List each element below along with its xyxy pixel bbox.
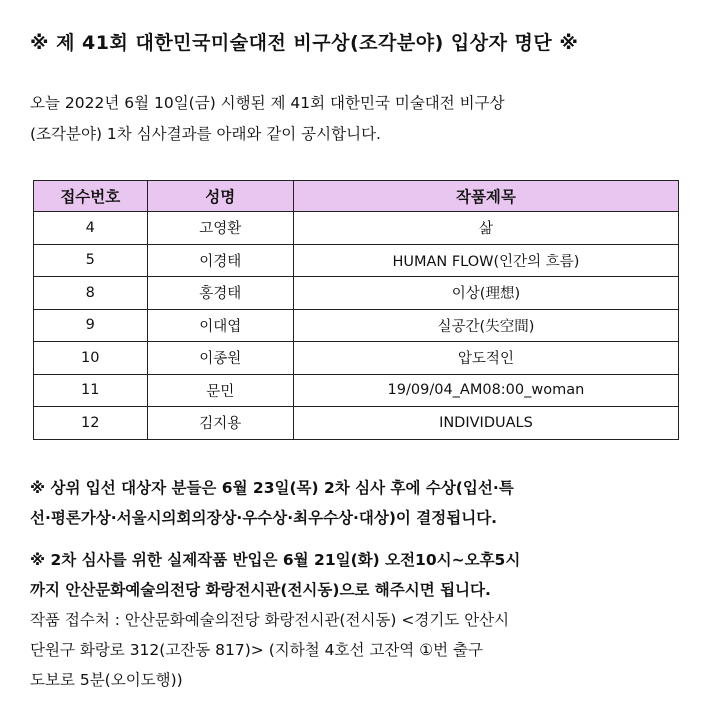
entry-number-cell: 5 [34,244,148,277]
work-title-cell: 실공간(失空間) [293,309,678,342]
header-name: 성명 [147,181,293,212]
table-header-row [34,181,679,212]
name-cell: 문민 [147,374,293,407]
name-cell: 이대엽 [147,309,293,342]
note-award-decision [30,473,680,533]
entry-number-cell: 9 [34,309,148,342]
note-line: 까지 안산문화예술의전당 화랑전시관(전시동)으로 해주시면 됩니다. [30,581,491,599]
note-line: 작품 접수처 : 안산문화예술의전당 화랑전시관(전시동) <경기도 안산시 [30,611,510,629]
note-line: ※ 2차 심사를 위한 실제작품 반입은 6월 21일(화) 오전10시~오후5시 [30,551,521,569]
table-row [34,342,679,375]
table-row [34,244,679,277]
entry-number-cell: 10 [34,342,148,375]
note-artwork-delivery [30,545,680,605]
work-title-cell: 19/09/04_AM08:00_woman [293,374,678,407]
table-row [34,309,679,342]
header-entry-number: 접수번호 [34,181,148,212]
page-title: ※ 제 41회 대한민국미술대전 비구상(조각분야) 입상자 명단 ※ [30,32,579,54]
table-row [34,407,679,440]
header-work-title: 작품제목 [293,181,678,212]
note-line: 단원구 화랑로 312(고잔동 817)> (지하철 4호선 고잔역 ①번 출구 [30,641,483,659]
note-line: ※ 상위 입선 대상자 분들은 6월 23일(목) 2차 심사 후에 수상(입선·특 [30,479,514,497]
note-line: 선·평론가상·서울시의회의장상·우수상·최우수상·대상)이 결정됩니다. [30,509,498,527]
note-reception-address [30,605,680,695]
intro-paragraph [30,88,670,150]
notes-section [30,473,680,695]
note-line: 도보로 5분(오이도행)) [30,671,183,689]
results-table [33,180,679,440]
work-title-cell: 압도적인 [293,342,678,375]
work-title-cell: 이상(理想) [293,277,678,310]
name-cell: 김지용 [147,407,293,440]
work-title-cell: HUMAN FLOW(인간의 흐름) [293,244,678,277]
entry-number-cell: 12 [34,407,148,440]
intro-line: 오늘 2022년 6월 10일(금) 시행된 제 41회 대한민국 미술대전 비구상 [30,94,505,112]
entry-number-cell: 4 [34,212,148,245]
table-row [34,374,679,407]
entry-number-cell: 11 [34,374,148,407]
work-title-cell: INDIVIDUALS [293,407,678,440]
table-row [34,212,679,245]
name-cell: 이경태 [147,244,293,277]
intro-line: (조각분야) 1차 심사결과를 아래와 같이 공시합니다. [30,125,381,143]
name-cell: 이종원 [147,342,293,375]
work-title-cell: 삶 [293,212,678,245]
table-row [34,277,679,310]
name-cell: 고영환 [147,212,293,245]
entry-number-cell: 8 [34,277,148,310]
name-cell: 홍경태 [147,277,293,310]
